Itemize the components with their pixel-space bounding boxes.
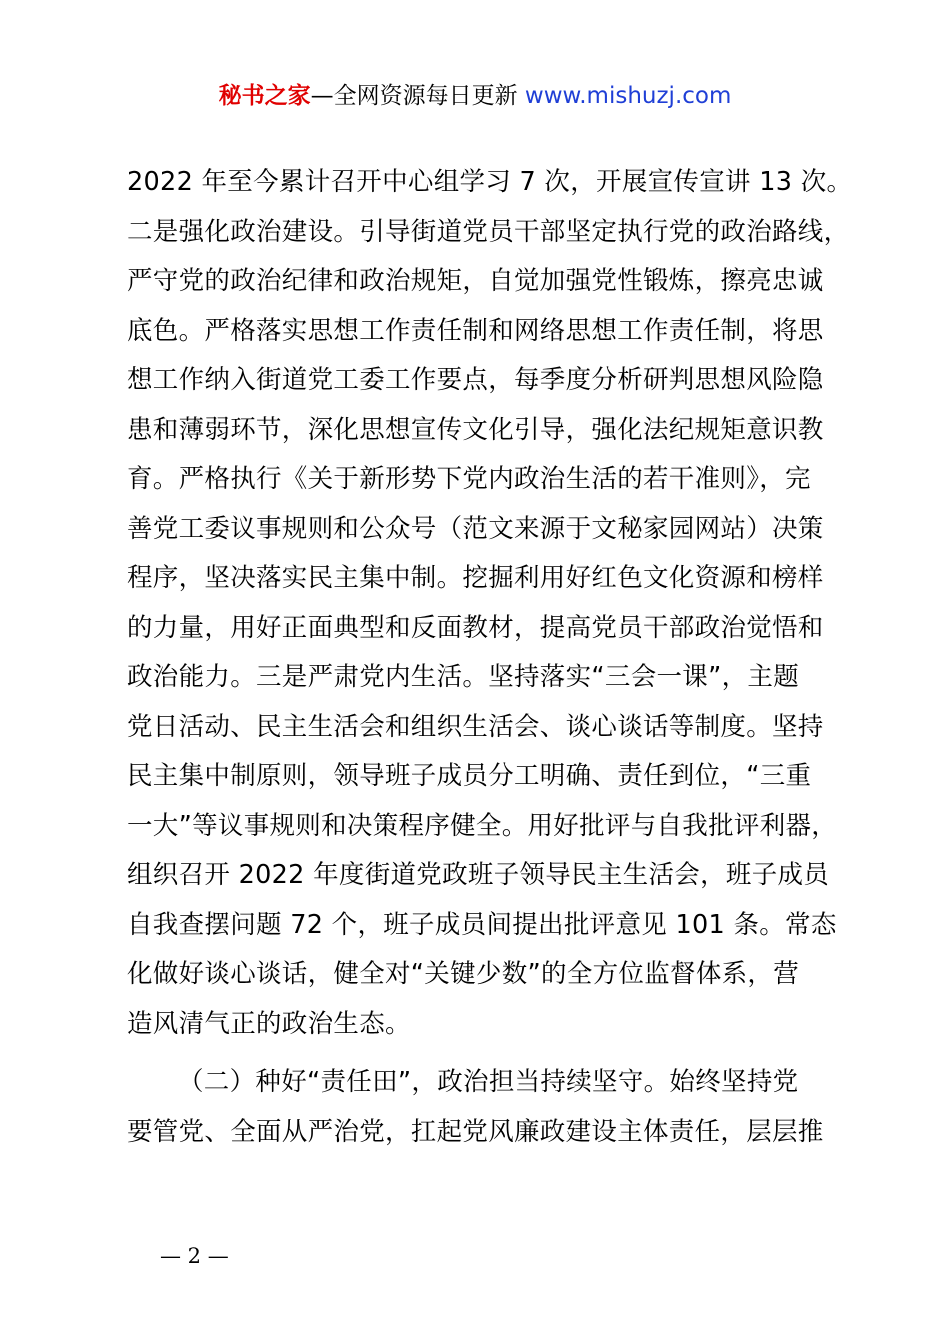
header-tagline: —全网资源每日更新 xyxy=(310,83,525,109)
text-line: 化做好谈心谈话，健全对“关键少数”的全方位监督体系，营 xyxy=(127,959,800,989)
text-line: 党日活动、民主生活会和组织生活会、谈心谈话等制度。坚持 xyxy=(127,711,824,742)
text-line: 2022 年至今累计召开中心组学习 7 次，开展宣传宣讲 13 次。 xyxy=(127,167,853,197)
text-line: 想工作纳入街道党工委工作要点，每季度分析研判思想风险隐 xyxy=(127,365,824,395)
header-brand: 秘书之家 xyxy=(218,83,311,109)
text-line: 自我查摆问题 72 个，班子成员间提出批评意见 101 条。常态 xyxy=(127,909,837,940)
text-line: 二是强化政治建设。引导街道党员干部坚定执行党的政治路线， xyxy=(127,216,850,247)
paragraph-gap xyxy=(127,1049,837,1058)
text-line: 的力量，用好正面典型和反面教材，提高党员干部政治觉悟和 xyxy=(127,612,824,643)
text-line: 组织召开 2022 年度街道党政班子领导民主生活会，班子成员 xyxy=(127,860,830,890)
text-line: 要管党、全面从严治党，扛起党风廉政建设主体责任，层层推 xyxy=(127,1116,824,1147)
text-line: 政治能力。三是严肃党内生活。坚持落实“三会一课”，主题 xyxy=(127,662,800,692)
header-url[interactable]: www.mishuzj.com xyxy=(524,83,732,109)
text-line: 造风清气正的政治生态。 xyxy=(127,1008,411,1039)
paragraph-1 xyxy=(127,158,853,1049)
text-line: 一大”等议事规则和决策程序健全。用好批评与自我批评利器， xyxy=(127,810,838,841)
text-line: 善党工委议事规则和公众号（范文来源于文秘家园网站）决策 xyxy=(127,513,824,544)
text-line: 程序，坚决落实民主集中制。挖掘利用好红色文化资源和榜样 xyxy=(127,563,824,593)
text-line: 民主集中制原则，领导班子成员分工明确、责任到位，“三重 xyxy=(127,761,812,791)
text-line: 严守党的政治纪律和政治规矩，自觉加强党性锻炼，擦亮忠诚 xyxy=(127,266,824,296)
page-header xyxy=(0,76,950,116)
page-number: — 2 — xyxy=(160,1244,229,1268)
paragraph-2 xyxy=(127,1058,837,1157)
text-line: 患和薄弱环节，深化思想宣传文化引导，强化法纪规矩意识教 xyxy=(127,414,824,445)
text-line: （二）种好“责任田”，政治担当持续坚守。始终坚持党 xyxy=(178,1067,799,1097)
text-line: 育。严格执行《关于新形势下党内政治生活的若干准则》，完 xyxy=(127,464,811,494)
text-line: 底色。严格落实思想工作责任制和网络思想工作责任制，将思 xyxy=(127,315,824,346)
document-body xyxy=(127,158,853,1157)
